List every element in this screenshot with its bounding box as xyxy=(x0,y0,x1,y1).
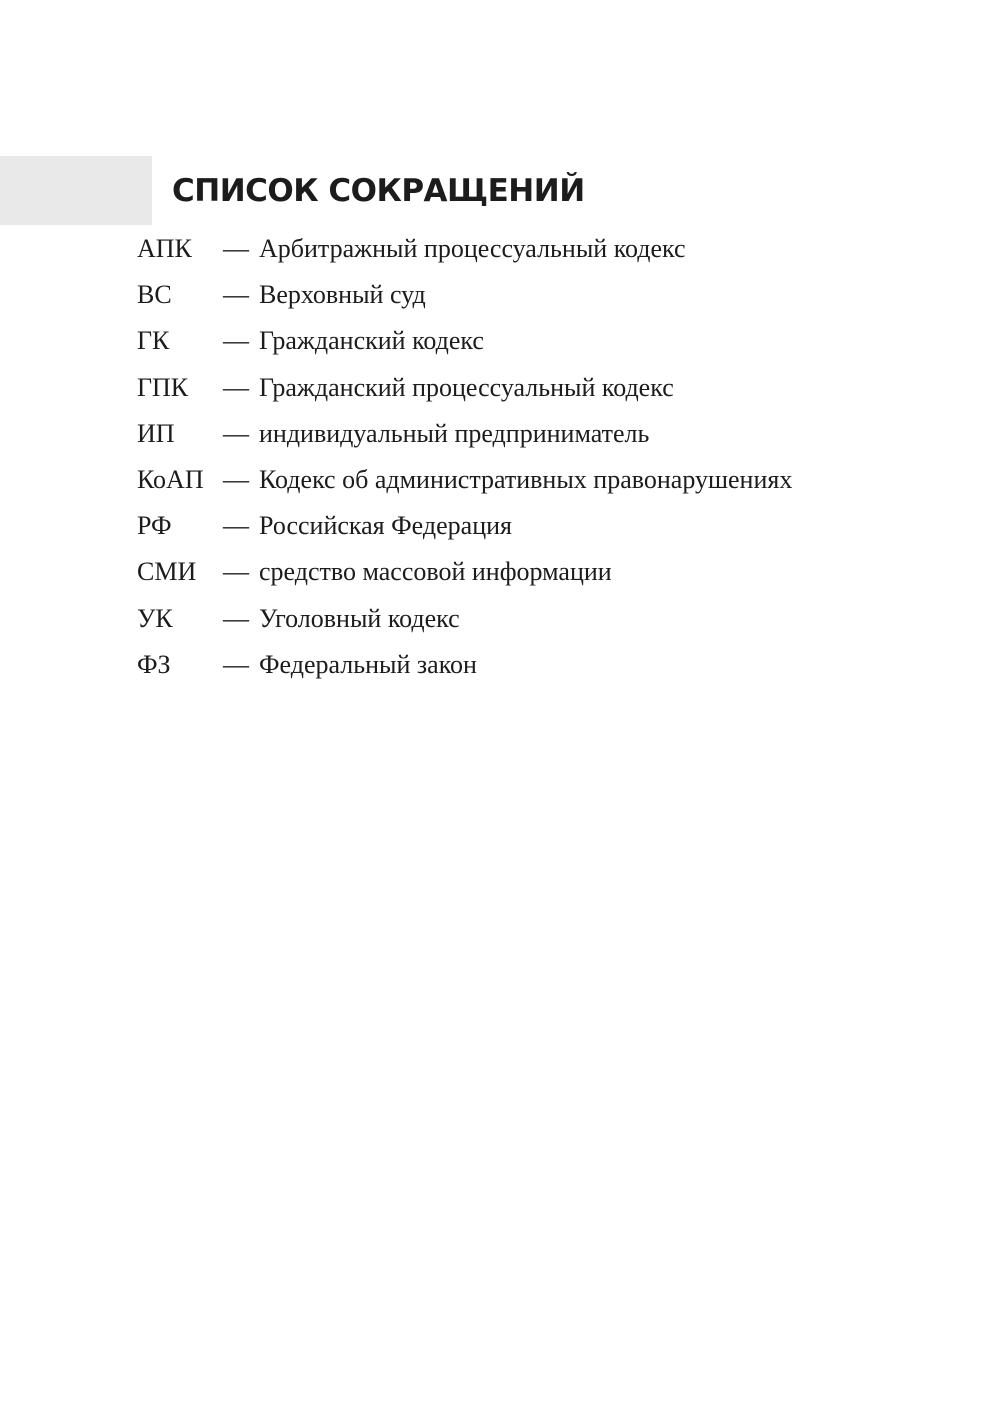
list-item xyxy=(137,272,977,318)
separator-dash: — xyxy=(223,465,249,495)
separator-dash: — xyxy=(223,557,249,587)
separator-dash: — xyxy=(223,418,249,448)
list-item xyxy=(137,411,977,457)
list-item xyxy=(137,318,977,364)
page-title: СПИСОК СОКРАЩЕНИЙ xyxy=(172,173,585,209)
separator-dash: — xyxy=(223,603,249,633)
abbreviation-meaning: Федеральный закон xyxy=(259,649,477,679)
abbreviation-meaning: средство массовой информации xyxy=(259,557,612,587)
abbreviations-list xyxy=(137,226,977,688)
abbreviation-meaning: Гражданский кодекс xyxy=(259,326,484,356)
heading-accent-tab xyxy=(0,156,152,225)
list-item xyxy=(137,457,977,503)
separator-dash: — xyxy=(223,511,249,541)
abbreviation: УК xyxy=(137,603,173,633)
list-item xyxy=(137,596,977,642)
abbreviation: ВС xyxy=(137,280,172,310)
separator-dash: — xyxy=(223,326,249,356)
abbreviation: АПК xyxy=(137,234,192,264)
abbreviation: КоАП xyxy=(137,465,204,495)
separator-dash: — xyxy=(223,280,249,310)
separator-dash: — xyxy=(223,649,249,679)
abbreviation: ГК xyxy=(137,326,170,356)
abbreviation-meaning: Верховный суд xyxy=(259,280,426,310)
list-item xyxy=(137,365,977,411)
list-item xyxy=(137,503,977,549)
abbreviation-meaning: индивидуальный предприниматель xyxy=(259,418,650,448)
abbreviation-meaning: Гражданский процессуальный кодекс xyxy=(259,372,674,402)
abbreviation: ГПК xyxy=(137,372,189,402)
abbreviation-meaning: Российская Федерация xyxy=(259,511,512,541)
list-item xyxy=(137,549,977,595)
list-item xyxy=(137,226,977,272)
separator-dash: — xyxy=(223,372,249,402)
list-item xyxy=(137,642,977,688)
abbreviation: РФ xyxy=(137,511,172,541)
abbreviation: ФЗ xyxy=(137,649,171,679)
abbreviation: СМИ xyxy=(137,557,197,587)
abbreviation: ИП xyxy=(137,418,175,448)
abbreviation-meaning: Кодекс об административных правонарушениях xyxy=(259,465,793,495)
abbreviation-meaning: Арбитражный процессуальный кодекс xyxy=(259,234,686,264)
separator-dash: — xyxy=(223,234,249,264)
abbreviation-meaning: Уголовный кодекс xyxy=(259,603,460,633)
